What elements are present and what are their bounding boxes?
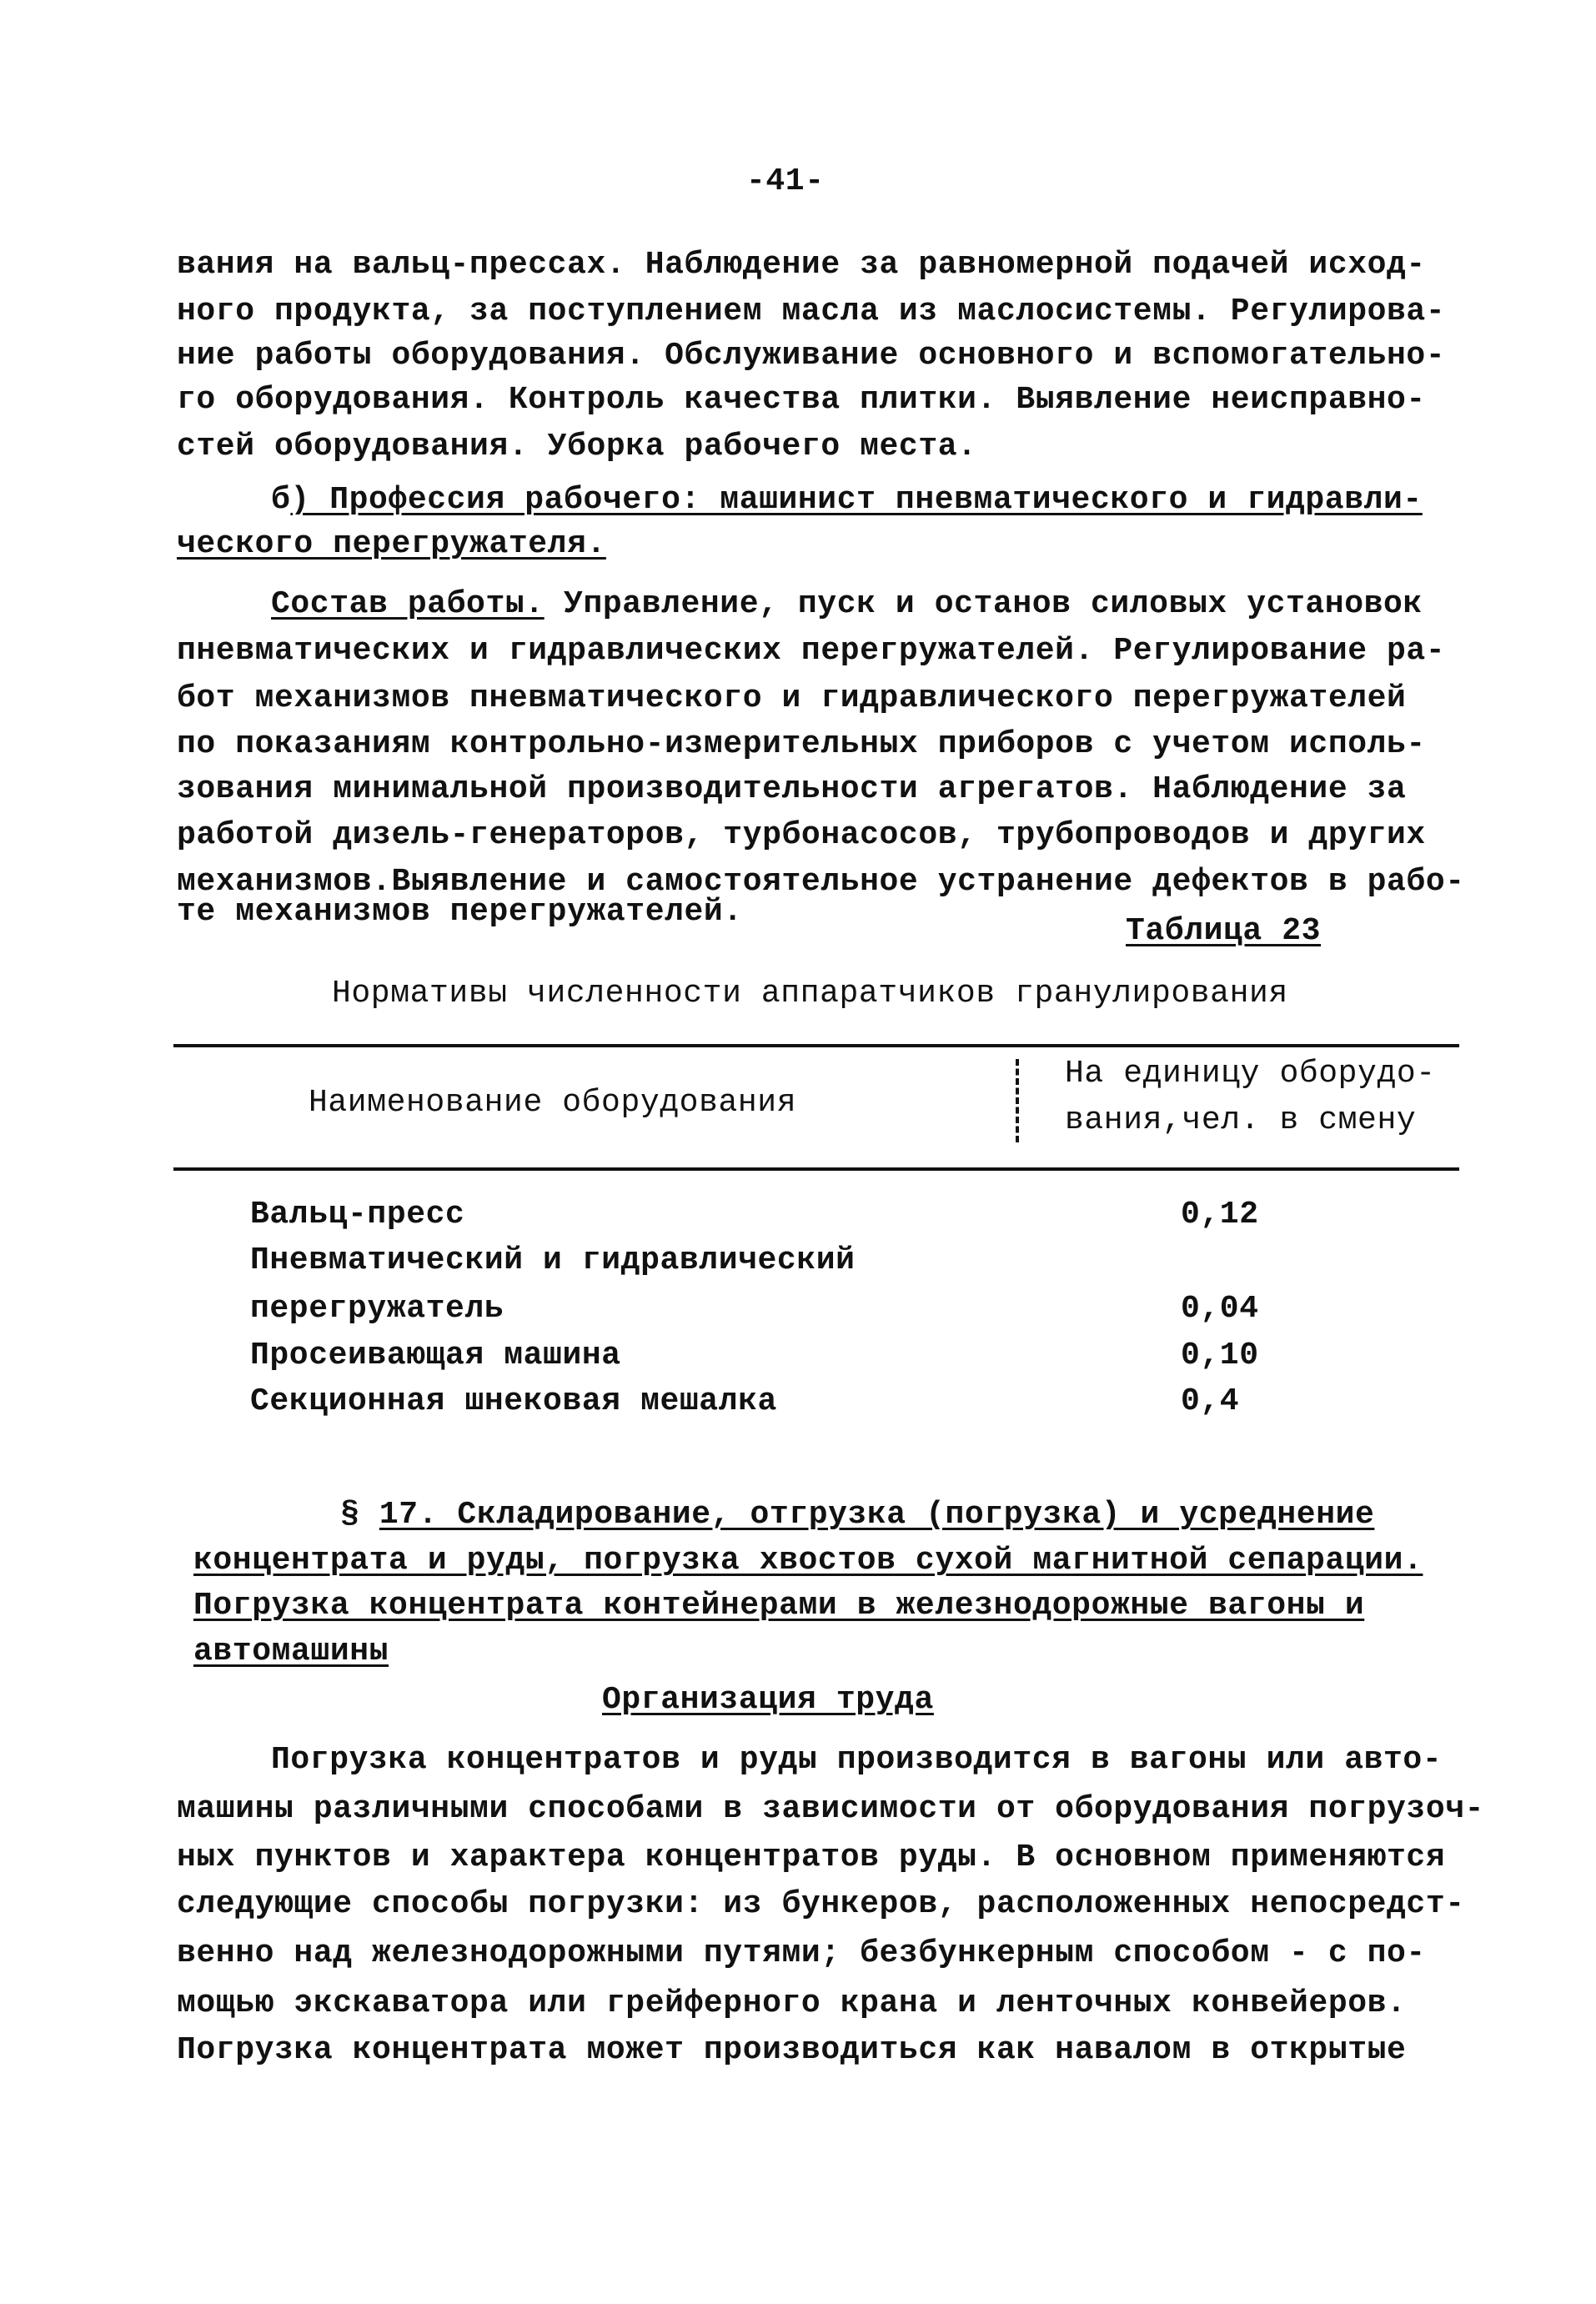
- paragraph-line: Погрузка концентрата может производиться как навалом в открытые: [177, 2032, 1407, 2068]
- table-cell-value: 0,12: [1181, 1197, 1259, 1232]
- table-cell-value: 0,04: [1181, 1291, 1259, 1327]
- table-top-rule: [173, 1044, 1459, 1047]
- table-title: Нормативы численности аппаратчиков гранулирования: [332, 976, 1288, 1011]
- paragraph-line: стей оборудования. Уборка рабочего места.: [177, 429, 977, 464]
- paragraph-line: работой дизель-генераторов, турбонасосов, трубопроводов и других: [177, 817, 1426, 853]
- section-heading: [340, 1497, 1374, 1533]
- table-cell-name: Секционная шнековая мешалка: [250, 1383, 777, 1419]
- paragraph-line: те механизмов перегружателей.: [177, 894, 743, 930]
- paragraph-line: Погрузка концентратов и руды производится в вагоны или авто-: [271, 1742, 1443, 1778]
- paragraph-line: ных пунктов и характера концентратов руды. В основном применяются: [177, 1840, 1446, 1875]
- table-header-name: Наименование оборудования: [309, 1085, 797, 1121]
- table-cell-name: перегружатель: [250, 1291, 504, 1327]
- table-cell-name: Пневматический и гидравлический: [250, 1242, 856, 1278]
- paragraph-line: следующие способы погрузки: из бункеров, расположенных непосредст-: [177, 1886, 1465, 1922]
- table-cell-name: Просеивающая машина: [250, 1338, 621, 1373]
- table-header-value: вания,чел. в смену: [1065, 1102, 1417, 1138]
- section-subheading: Организация труда: [602, 1682, 934, 1718]
- work-label: Состав работы.: [271, 586, 545, 622]
- profession-marker: б: [271, 482, 291, 518]
- section-title-cont: Погрузка концентрата контейнерами в железнодорожные вагоны и: [193, 1588, 1365, 1624]
- table-label: Таблица 23: [1126, 913, 1322, 949]
- paragraph-line: венно над железнодорожными путями; безбункерным способом - с по-: [177, 1935, 1426, 1971]
- work-text: Управление, пуск и останов силовых установок: [544, 586, 1423, 622]
- work-first-line: [271, 586, 1423, 623]
- table-header-rule: [173, 1167, 1459, 1171]
- profession-title: ) Профессия рабочего: машинист пневматического и гидравли-: [290, 482, 1423, 518]
- page-number: -41-: [746, 163, 825, 199]
- table-column-divider: [1016, 1059, 1022, 1142]
- paragraph-line: го оборудования. Контроль качества плитки. Выявление неисправно-: [177, 382, 1426, 418]
- profession-title-cont: ческого перегружателя.: [177, 526, 606, 562]
- table-cell-name: Вальц-пресс: [250, 1197, 465, 1232]
- paragraph-line: механизмов.Выявление и самостоятельное устранение дефектов в рабо-: [177, 864, 1465, 900]
- table-header-value: На единицу оборудо-: [1065, 1056, 1436, 1092]
- section-title-cont: автомашины: [193, 1634, 389, 1669]
- paragraph-line: ного продукта, за поступлением масла из маслосистемы. Регулирова-: [177, 294, 1446, 329]
- paragraph-line: вания на вальц-прессах. Наблюдение за равномерной подачей исход-: [177, 247, 1426, 283]
- paragraph-line: бот механизмов пневматического и гидравлического перегружателей: [177, 680, 1407, 716]
- profession-heading: [271, 482, 1423, 519]
- paragraph-line: зования минимальной производительности агрегатов. Наблюдение за: [177, 771, 1407, 807]
- paragraph-line: по показаниям контрольно-измерительных приборов с учетом исполь-: [177, 726, 1426, 762]
- paragraph-line: ние работы оборудования. Обслуживание основного и вспомогательно-: [177, 338, 1446, 374]
- table-cell-value: 0,4: [1181, 1383, 1240, 1419]
- table-cell-value: 0,10: [1181, 1338, 1259, 1373]
- section-sign: §: [340, 1497, 379, 1533]
- section-title: 17. Складирование, отгрузка (погрузка) и усреднение: [379, 1497, 1375, 1533]
- paragraph-line: мощью экскаватора или грейферного крана и ленточных конвейеров.: [177, 1985, 1407, 2021]
- paragraph-line: пневматических и гидравлических перегружателей. Регулирование ра-: [177, 633, 1446, 669]
- section-title-cont: концентрата и руды, погрузка хвостов сухой магнитной сепарации.: [193, 1543, 1423, 1579]
- paragraph-line: машины различными способами в зависимости от оборудования погрузоч-: [177, 1791, 1485, 1827]
